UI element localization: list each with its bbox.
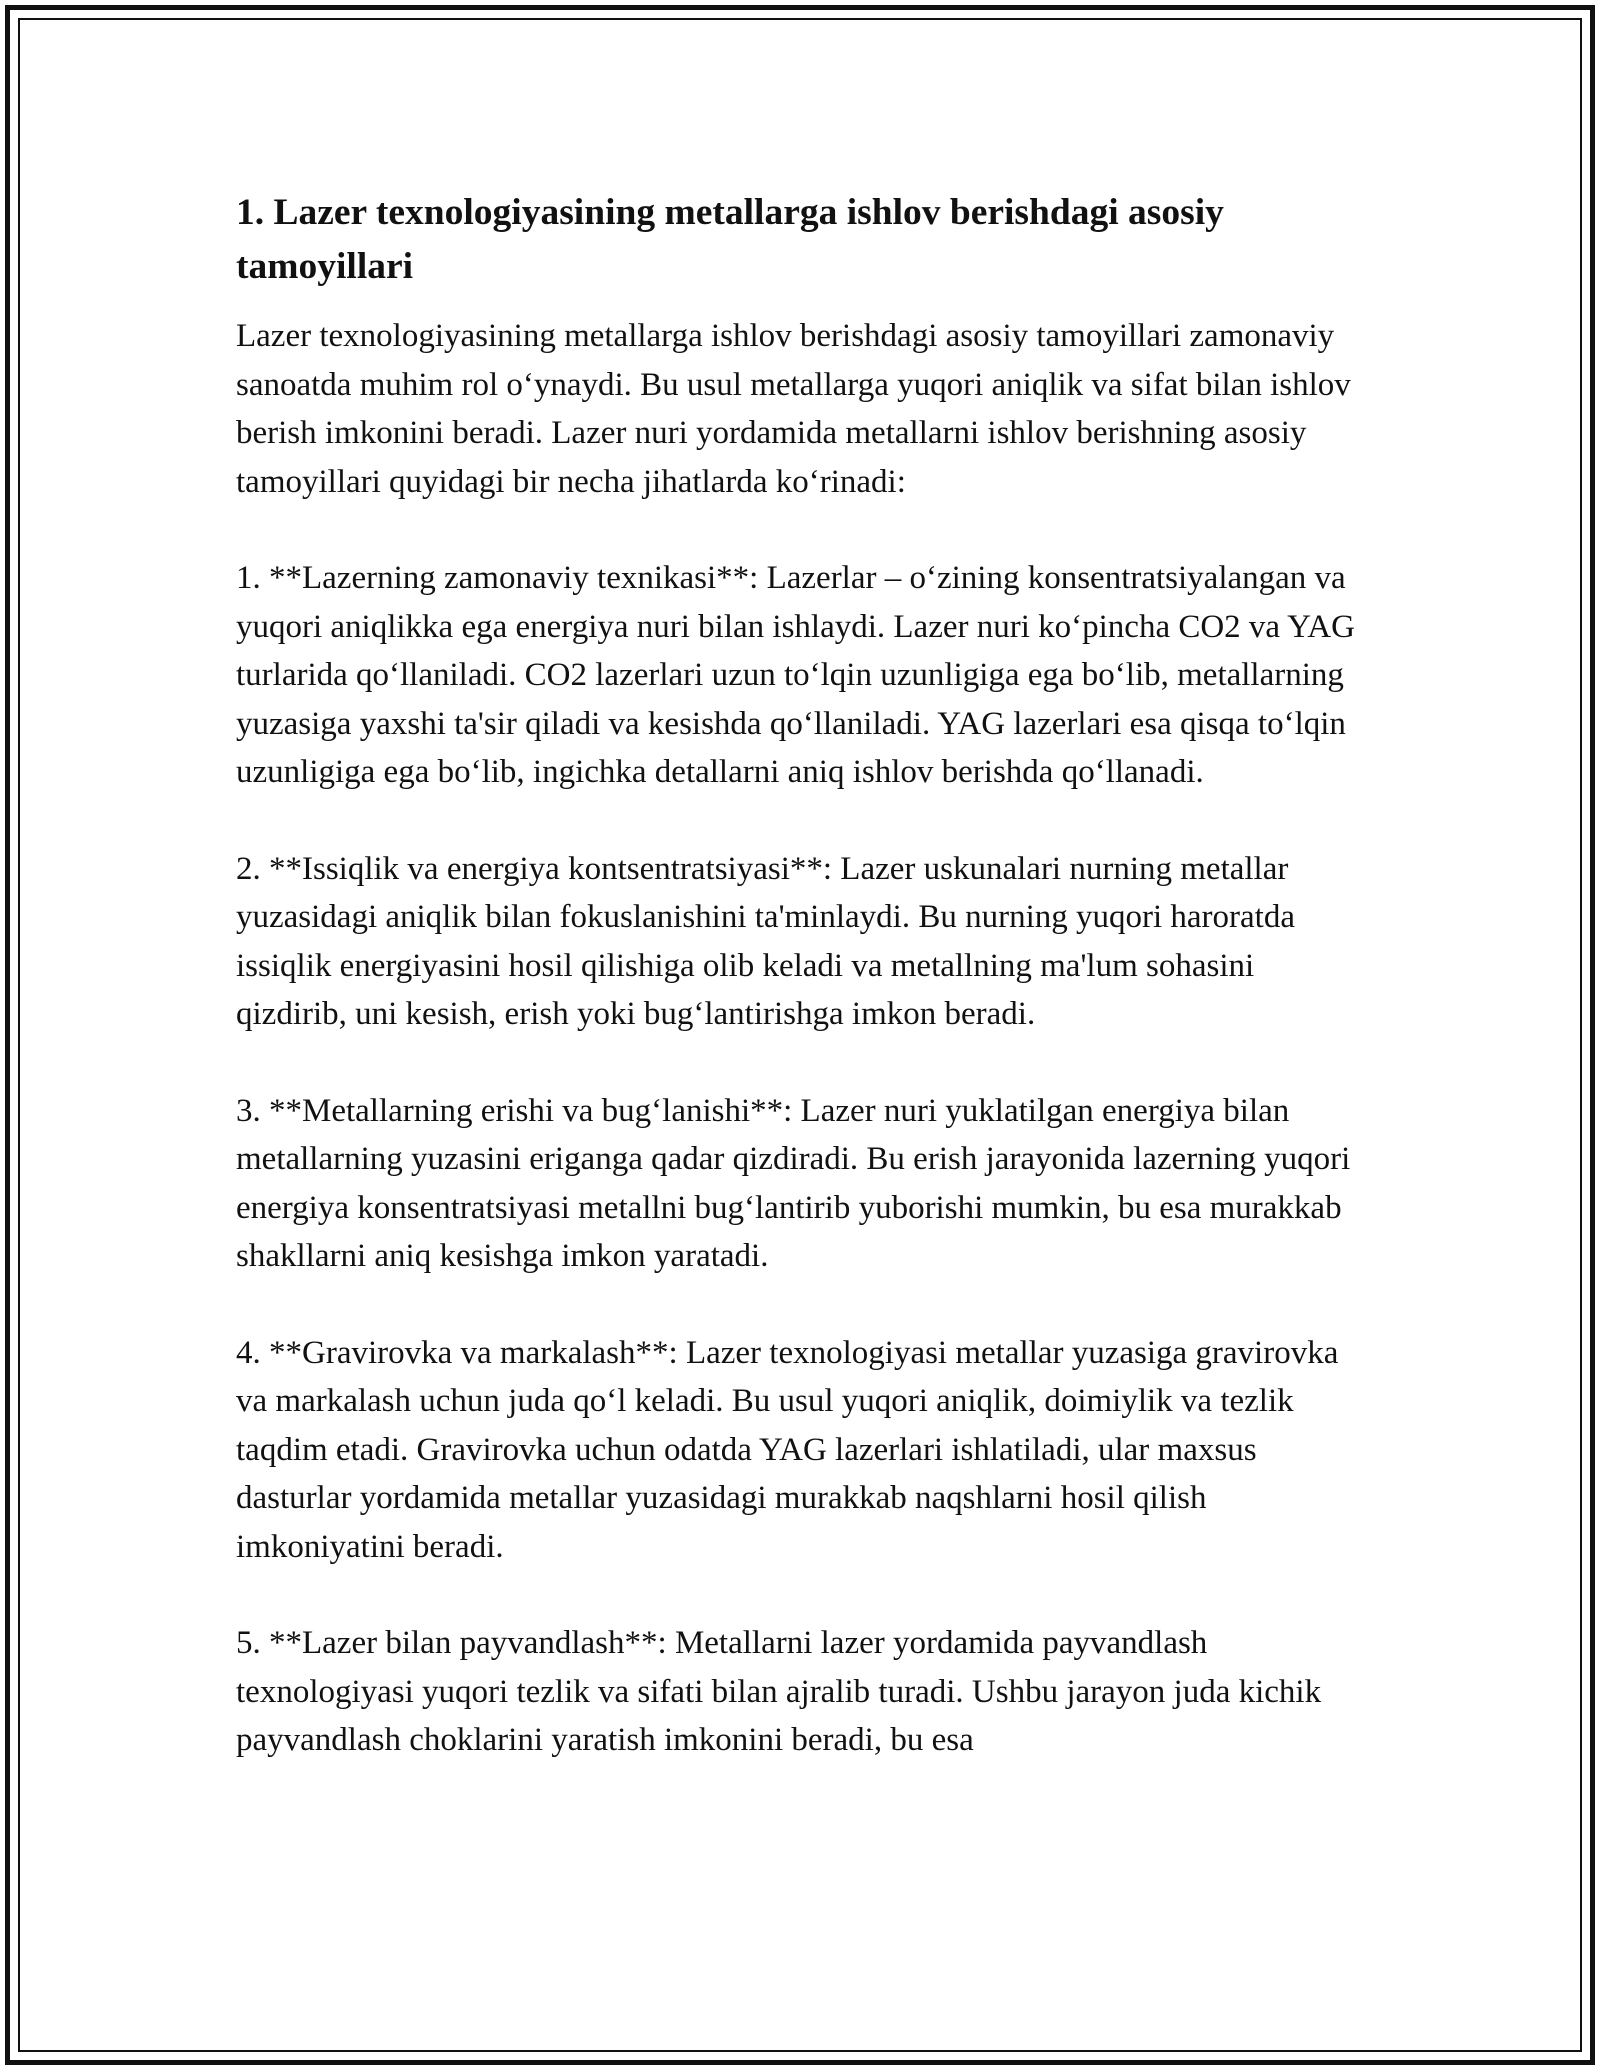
document-body — [236, 186, 1366, 1813]
paragraph-item-2: 2. **Issiqlik va energiya kontsentratsiyasi**: Lazer uskunalari nurning metallar yuzasidagi aniqlik bilan fokuslanishini ta'minlaydi. Bu nurning yuqori haroratda issiqlik energiyasini hosil qilishiga olib keladi va metallning ma'lum sohasini qizdirib, uni kesish, erish yoki bug‘lantirishga imkon beradi. — [236, 850, 1295, 1032]
section-heading: 1. Lazer texnologiyasining metallarga ishlov berishdagi asosiy tamoyillari — [236, 192, 1224, 287]
paragraph-item-4: 4. **Gravirovka va markalash**: Lazer texnologiyasi metallar yuzasiga gravirovka va markalash uchun juda qo‘l keladi. Bu usul yuqori aniqlik, doimiylik va tezlik taqdim etadi. Gravirovka uchun odatda YAG lazerlari ishlatiladi, ular maxsus dasturlar yordamida metallar yuzasidagi murakkab naqshlarni hosil qilish imkoniyatini beradi. — [236, 1334, 1339, 1565]
paragraph-item-5: 5. **Lazer bilan payvandlash**: Metallarni lazer yordamida payvandlash texnologiyasi yuqori tezlik va sifati bilan ajralib turadi. Ushbu jarayon juda kichik payvandlash choklarini yaratish imkonini beradi, bu esa — [236, 1625, 1322, 1758]
paragraph-item-3: 3. **Metallarning erishi va bug‘lanishi**: Lazer nuri yuklatilgan energiya bilan metallarning yuzasini eriganga qadar qizdiradi. Bu erish jarayonida lazerning yuqori energiya konsentratsiyasi metallni bug‘lantirib yuborishi mumkin, bu esa murakkab shakllarni aniq kesishga imkon yaratadi. — [236, 1092, 1351, 1274]
paragraph-item-1: 1. **Lazerning zamonaviy texnikasi**: Lazerlar – o‘zining konsentratsiyalangan va yuqori aniqlikka ega energiya nuri bilan ishlaydi. Lazer nuri ko‘pincha CO2 va YAG turlarida qo‘llaniladi. CO2 lazerlari uzun to‘lqin uzunligiga ega bo‘lib, metallarning yuzasiga yaxshi ta'sir qiladi va kesishda qo‘llaniladi. YAG lazerlari esa qisqa to‘lqin uzunligiga ega bo‘lib, ingichka detallarni aniq ishlov berishda qo‘llanadi. — [236, 560, 1355, 790]
intro-paragraph: Lazer texnologiyasining metallarga ishlov berishdagi asosiy tamoyillari zamonaviy sanoatda muhim rol o‘ynaydi. Bu usul metallarga yuqori aniqlik va sifat bilan ishlov berish imkonini beradi. Lazer nuri yordamida metallarni ishlov berishning asosiy tamoyillari quyidagi bir necha jihatlarda ko‘rinadi: — [236, 318, 1351, 500]
